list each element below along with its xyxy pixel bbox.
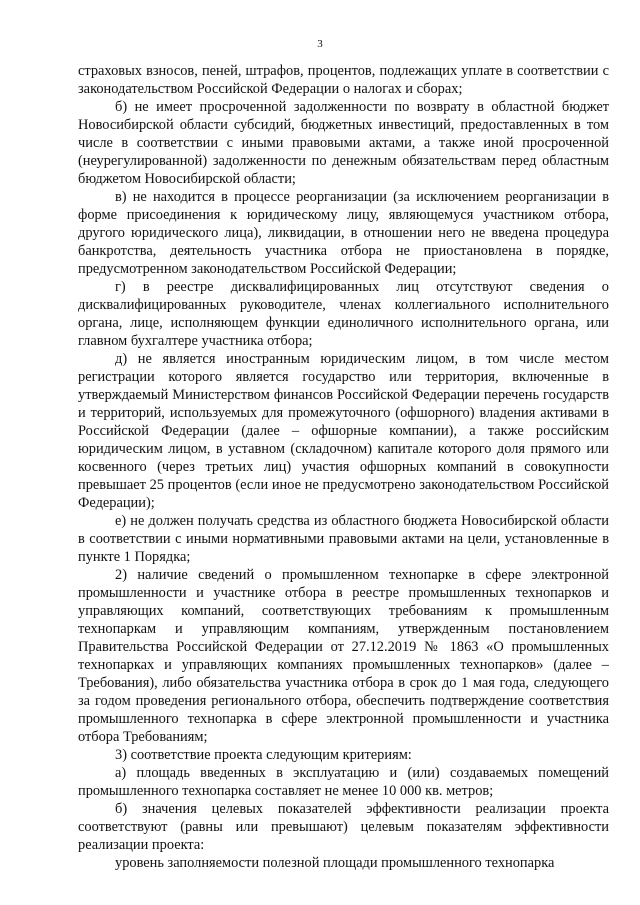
paragraph-item-e: е) не должен получать средства из областного бюджета Новосибирской области в соответствии с иными нормативными правовыми актами на цели, установленные в пункте 1 Порядка; — [78, 513, 609, 565]
paragraph-item-g: г) в реестре дисквалифицированных лиц отсутствуют сведения о дисквалифицированных руководителе, членах коллегиального исполнительного органа, лице, исполняющем функции единоличного исполнительного органа, или главном бухгалтере участника отбора; — [78, 279, 609, 349]
paragraph-item-v: в) не находится в процессе реорганизации (за исключением реорганизации в форме присоединения к юридическому лицу, являющемуся участником отбора, другого юридического лица), ликвидации, в отношении него не введена процедура банкротства, деятельность участника отбора не приостановлена в порядке, предусмотренном законодательством Российской Федерации; — [78, 189, 609, 277]
document-body — [78, 62, 609, 872]
paragraph-point-3: 3) соответствие проекта следующим критериям: — [115, 747, 412, 763]
page-number: 3 — [317, 38, 323, 50]
paragraph-item-b: б) не имеет просроченной задолженности по возврату в областной бюджет Новосибирской области субсидий, бюджетных инвестиций, предоставленных в том числе в соответствии с иными правовыми актами, а также иной просроченной (неурегулированной) задолженности по денежным обязательствам перед областным бюджетом Новосибирской области; — [78, 99, 609, 187]
paragraph-item-d: д) не является иностранным юридическим лицом, в том числе местом регистрации которого является государство или территория, включенные в утверждаемый Министерством финансов Российской Федерации перечень государств и территорий, используемых для промежуточного (офшорного) владения активами в Российской Федерации (далее – офшорные компании), а также российским юридическим лицом, в уставном (складочном) капитале которого доля прямого или косвенного (через третьих лиц) участия офшорных компаний в совокупности превышает 25 процентов (если иное не предусмотрено законодательством Российской Федерации); — [78, 351, 609, 511]
paragraph-continuation: страховых взносов, пеней, штрафов, процентов, подлежащих уплате в соответствии с законодательством Российской Федерации о налогах и сборах; — [78, 63, 609, 97]
paragraph-criterion-b: б) значения целевых показателей эффективности реализации проекта соответствуют (равны или превышают) целевым показателям эффективности реализации проекта: — [78, 801, 609, 853]
paragraph-occupancy: уровень заполняемости полезной площади промышленного технопарка — [115, 855, 555, 871]
paragraph-point-2: 2) наличие сведений о промышленном технопарке в сфере электронной промышленности и участнике отбора в реестре промышленных технопарков и управляющих компаний, соответствующих требованиям к промышленным технопаркам и управляющим компаниям, утвержденным постановлением Правительства Российской Федерации от 27.12.2019 № 1863 «О промышленных технопарках и управляющих компаниях промышленных технопарков» (далее – Требования), либо обязательства участника отбора в срок до 1 мая года, следующего за годом проведения регионального отбора, обеспечить подтверждение соответствия промышленного технопарка в сфере электронной промышленности и участника отбора Требованиям; — [78, 567, 609, 745]
paragraph-criterion-a: а) площадь введенных в эксплуатацию и (или) создаваемых помещений промышленного технопарка составляет не менее 10 000 кв. метров; — [78, 765, 609, 799]
